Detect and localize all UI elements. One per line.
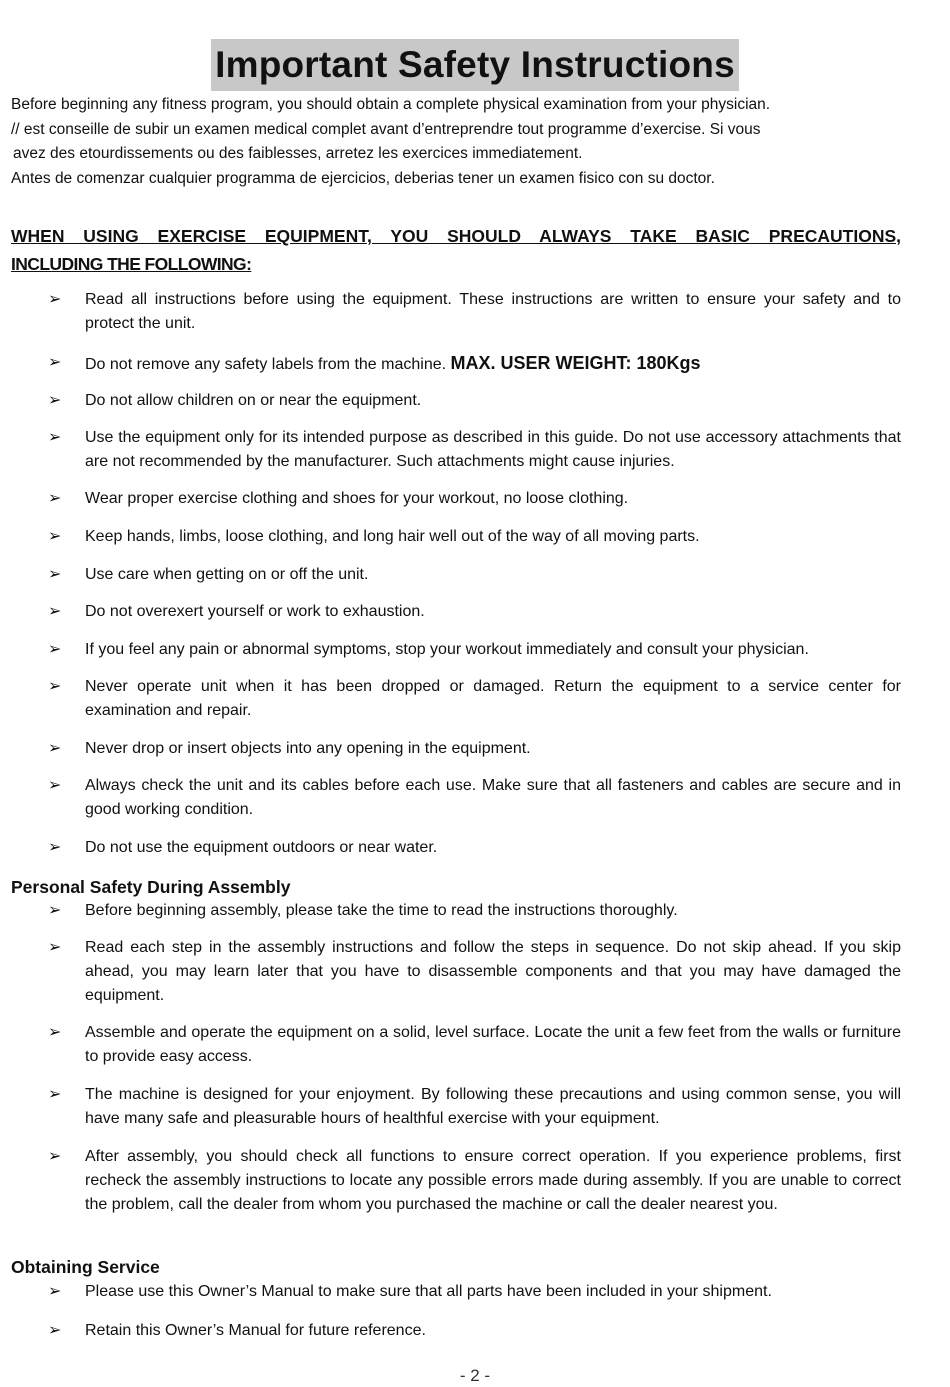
list-item-text: Always check the unit and its cables before each use. Make sure that all fasteners and cables are secure and in good working condition.	[85, 777, 901, 818]
list-item-text: Keep hands, limbs, loose clothing, and long hair well out of the way of all moving parts.	[85, 528, 700, 545]
list-item-text: Use care when getting on or off the unit.	[85, 566, 369, 583]
arrow-bullet-icon: ➢	[48, 1283, 62, 1300]
list-item-text: The machine is designed for your enjoyment. By following these precautions and using common sense, you will have many safe and pleasurable hours of healthful exercise with your equipment.	[85, 1086, 901, 1127]
list-item-text: Do not use the equipment outdoors or near water.	[85, 839, 438, 856]
list-item-text: Never drop or insert objects into any opening in the equipment.	[85, 740, 531, 757]
arrow-bullet-icon: ➢	[48, 902, 62, 919]
list-item-text: Wear proper exercise clothing and shoes for your workout, no loose clothing.	[85, 490, 629, 507]
precautions-heading-cont: INCLUDING THE FOLLOWING:	[11, 254, 252, 274]
service-heading: Obtaining Service	[11, 1257, 160, 1277]
list-item-text: Do not remove any safety labels from the machine.	[85, 356, 447, 373]
arrow-bullet-icon: ➢	[48, 1322, 62, 1339]
max-user-weight: MAX. USER WEIGHT: 180Kgs	[450, 353, 701, 373]
intro-line-spanish: Antes de comenzar cualquier programma de ejercicios, deberias tener un examen fisico con su doctor.	[11, 169, 715, 187]
intro-line-english: Before beginning any fitness program, you should obtain a complete physical examination from your physician.	[11, 96, 771, 113]
list-item-text: Assemble and operate the equipment on a solid, level surface. Locate the unit a few feet from the walls or furniture to provide easy access.	[85, 1024, 901, 1065]
arrow-bullet-icon: ➢	[48, 641, 62, 658]
intro-text	[11, 93, 911, 191]
list-item-text: Read each step in the assembly instructions and follow the steps in sequence. Do not skip ahead. If you skip ahead, you may learn later that you have to disassemble components and that you may have damaged the equipment.	[85, 939, 901, 1004]
arrow-bullet-icon: ➢	[48, 354, 62, 371]
arrow-bullet-icon: ➢	[48, 939, 62, 956]
arrow-bullet-icon: ➢	[48, 392, 62, 409]
list-item-text: Before beginning assembly, please take the time to read the instructions thoroughly.	[85, 902, 678, 919]
arrow-bullet-icon: ➢	[48, 1148, 62, 1165]
arrow-bullet-icon: ➢	[48, 490, 62, 507]
arrow-bullet-icon: ➢	[48, 566, 62, 583]
list-item-text: Do not overexert yourself or work to exhaustion.	[85, 603, 425, 620]
page-title: Important Safety Instructions	[211, 39, 739, 91]
arrow-bullet-icon: ➢	[48, 1024, 62, 1041]
list-item-text: If you feel any pain or abnormal symptoms, stop your workout immediately and consult your physician.	[85, 641, 809, 658]
arrow-bullet-icon: ➢	[48, 528, 62, 545]
list-item-text: Use the equipment only for its intended purpose as described in this guide. Do not use accessory attachments that are not recommended by the manufacturer. Such attachments might cause injuries.	[85, 429, 901, 470]
list-item-text: Retain this Owner’s Manual for future reference.	[85, 1322, 426, 1339]
arrow-bullet-icon: ➢	[48, 603, 62, 620]
list-item-text: Do not allow children on or near the equipment.	[85, 392, 422, 409]
precautions-heading: WHEN USING EXERCISE EQUIPMENT, YOU SHOULD ALWAYS TAKE BASIC PRECAUTIONS,	[11, 226, 901, 246]
arrow-bullet-icon: ➢	[48, 1086, 62, 1103]
assembly-heading: Personal Safety During Assembly	[11, 877, 291, 897]
list-item-text: After assembly, you should check all functions to ensure correct operation. If you experience problems, first recheck the assembly instructions to locate any possible errors made during assembly. If you are unable to correct the problem, call the dealer from whom you purchased the machine or call the dealer nearest you.	[85, 1148, 901, 1213]
list-item-text: Never operate unit when it has been dropped or damaged. Return the equipment to a service center for examination and repair.	[85, 678, 901, 719]
arrow-bullet-icon: ➢	[48, 429, 62, 446]
arrow-bullet-icon: ➢	[48, 291, 62, 308]
arrow-bullet-icon: ➢	[48, 678, 62, 695]
arrow-bullet-icon: ➢	[48, 777, 62, 794]
arrow-bullet-icon: ➢	[48, 839, 62, 856]
arrow-bullet-icon: ➢	[48, 740, 62, 757]
list-item-text: Read all instructions before using the equipment. These instructions are written to ensure your safety and to protect the unit.	[85, 291, 901, 332]
page-number: - 2 -	[459, 1366, 491, 1385]
intro-line-french: // est conseille de subir un examen medical complet avant d’entreprendre tout programme d’exercise. Si vous	[11, 120, 761, 138]
intro-line-french-cont: avez des etourdissements ou des faiblesses, arretez les exercices immediatement.	[13, 145, 583, 162]
title-container	[0, 39, 950, 91]
list-item-text: Please use this Owner’s Manual to make sure that all parts have been included in your shipment.	[85, 1283, 772, 1300]
